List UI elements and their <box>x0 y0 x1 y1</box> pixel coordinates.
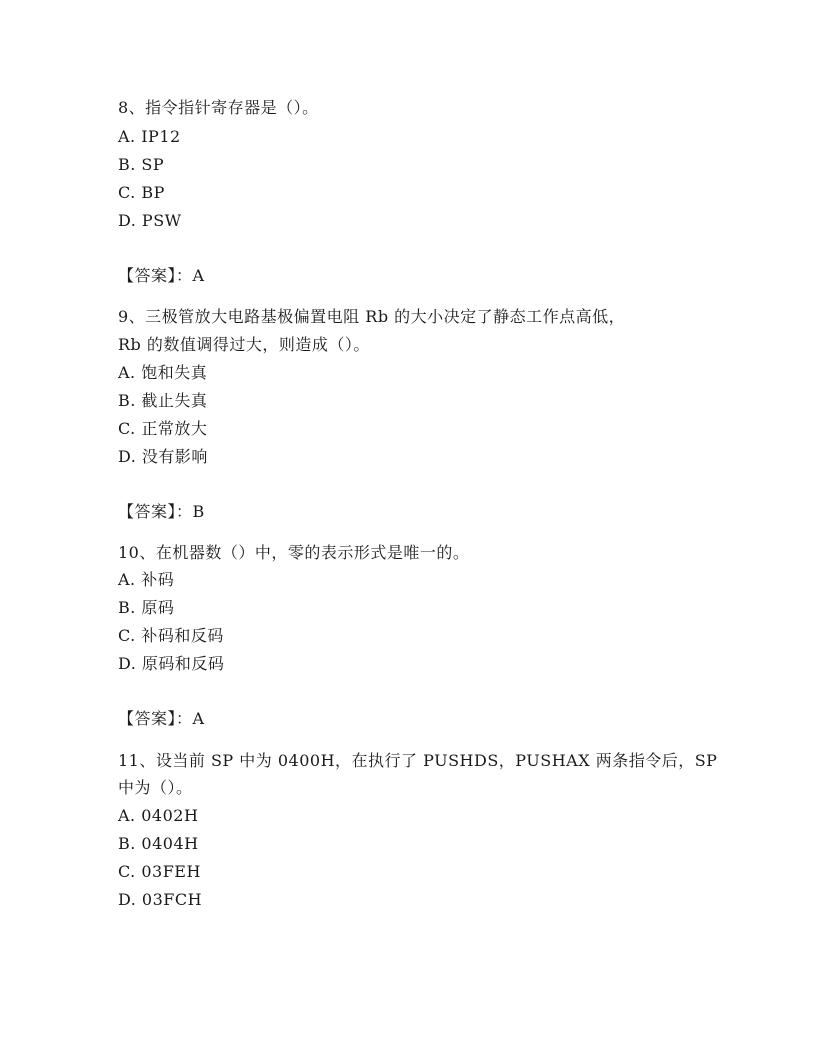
question-9-answer: 【答案】：B <box>118 502 205 521</box>
question-10-option-a: A. 补码 <box>118 570 175 589</box>
question-8-stem: 8、指令指针寄存器是（）。 <box>118 98 319 117</box>
question-10-option-c: C. 补码和反码 <box>118 626 224 645</box>
question-11-option-b: B. 0404H <box>118 834 199 853</box>
question-8-option-b: B. SP <box>118 155 165 174</box>
question-11-option-d: D. 03FCH <box>118 890 203 909</box>
question-9-option-c: C. 正常放大 <box>118 419 208 438</box>
question-9-option-d: D. 没有影响 <box>118 447 208 466</box>
question-10-answer: 【答案】：A <box>118 709 205 728</box>
question-11-option-a: A. 0402H <box>118 806 199 825</box>
question-9-option-a: A. 饱和失真 <box>118 363 208 382</box>
question-11-stem-line-2: 中为（）。 <box>118 778 193 797</box>
question-9-stem-line-2: Rb 的数值调得过大，则造成（）。 <box>118 335 370 354</box>
question-8-option-a: A. IP12 <box>118 127 181 146</box>
question-9-stem-line-1: 9、三极管放大电路基极偏置电阻 Rb 的大小决定了静态工作点高低， <box>118 307 626 326</box>
question-8-option-c: C. BP <box>118 183 165 202</box>
question-11-stem-line-1: 11、设当前 SP 中为 0400H，在执行了 PUSHDS，PUSHAX 两条指令后，SP <box>118 751 718 770</box>
question-10-option-b: B. 原码 <box>118 598 175 617</box>
question-10-option-d: D. 原码和反码 <box>118 654 225 673</box>
question-8-option-d: D. PSW <box>118 211 182 230</box>
question-8-answer: 【答案】：A <box>118 266 205 285</box>
question-10-stem: 10、在机器数（）中，零的表示形式是唯一的。 <box>118 543 470 562</box>
question-9-option-b: B. 截止失真 <box>118 391 208 410</box>
question-11-option-c: C. 03FEH <box>118 862 201 881</box>
